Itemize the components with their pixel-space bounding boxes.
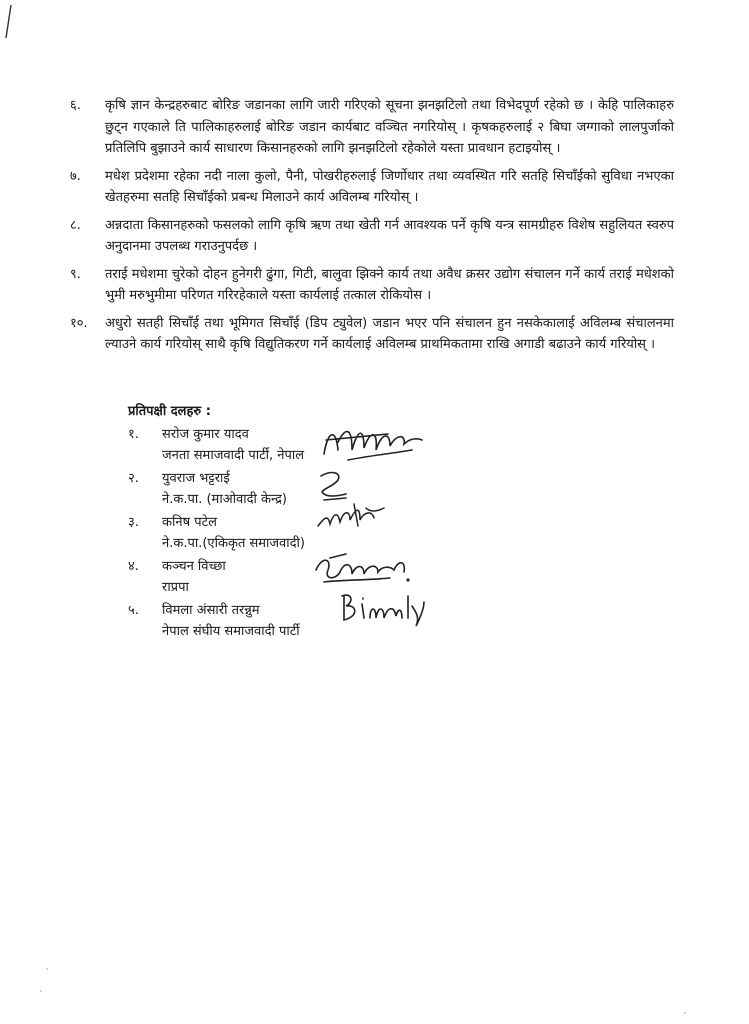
point-text: कृषि ज्ञान केन्द्रहरुबाट बोरिङ जडानका लागि जारी गरिएको सूचना झनझटिलो तथा विभेदपूर्ण रहेको छ । केहि पालिकाहरु छुट्न गएकाले ति पालिकाहरुलाई बोरिङ जडान कार्यबाट वञ्चित नगरियोस् । कृषकहरुलाई २ बिघा जग्गाको लालपुर्जाको प्रतिलिपि बुझाउने कार्य साधारण किसानहरुको लागि झनझटिलो रहेकोले यस्ता प्रावधान हटाइयोस् ।: [105, 98, 674, 156]
member-party: नेपाल संघीय समाजवादी पार्टी: [162, 624, 300, 639]
point-number: ६.: [70, 98, 81, 113]
member-party: ने.क.पा.(एकिकृत समाजवादी): [162, 536, 305, 551]
point-number: १०.: [70, 315, 88, 331]
point-text: अन्नदाता किसानहरुको फसलको लागि कृषि ऋण तथा खेती गर्न आवश्यक पर्ने कृषि यन्त्र सामग्रीहरु विशेष सहुलियत स्वरुप अनुदानमा उपलब्ध गराउनुपर्दछ ।: [105, 217, 674, 254]
member-number: ४.: [128, 559, 139, 574]
signature-2: [316, 468, 352, 504]
point-list: [70, 95, 674, 362]
member-number: २.: [128, 471, 139, 486]
member-party: राप्रपा: [162, 580, 189, 595]
point-number: ७.: [70, 168, 81, 184]
scan-speck: [684, 1012, 686, 1014]
signature-4: [310, 550, 414, 590]
point-item: [70, 95, 674, 160]
member-number: ३.: [128, 515, 139, 530]
signature-3: [314, 500, 390, 534]
member-name: युवराज भट्टराई: [162, 471, 230, 486]
member-name: कञ्चन विच्छा: [162, 559, 226, 574]
point-number: ९.: [70, 266, 81, 282]
point-text: तराई मधेशमा चुरेको दोहन हुनेगरी ढुंगा, गिटी, बालुवा झिक्ने कार्य तथा अवैध क्रसर उद्योग संचालन गर्ने कार्य तराई मधेशको भुमी मरुभुमीमा परिणत गरिरहेकाले यस्ता कार्यलाई तत्काल रोकियोस ।: [105, 266, 674, 303]
member-item: [128, 512, 468, 554]
point-item: [70, 264, 674, 307]
point-item: [70, 166, 674, 209]
signature-1: [318, 420, 428, 468]
point-item: [70, 313, 674, 356]
member-name: विमला अंसारी तरन्नुम: [162, 603, 260, 618]
point-text: अधुरो सतही सिचाँई तथा भूमिगत सिचाँई (डिप ट्युवेल) जडान भएर पनि संचालन हुन नसकेकालाई अविलम्ब संचालनमा ल्याउने कार्य गरियोस् साथै कृषि विद्युतिकरण गर्ने कार्यलाई अविलम्ब प्राथमिकतामा राखि अगाडी बढाउने कार्य गरियोस् ।: [105, 315, 674, 352]
pen-mark: [2, 2, 14, 42]
member-name: सरोज कुमार यादव: [162, 427, 249, 442]
scan-speck: [40, 990, 42, 992]
point-text: मधेश प्रदेशमा रहेका नदी नाला कुलो, पैनी, पोखरीहरुलाई जिर्णोधार तथा व्यवस्थित गरि सतहि सिचाँईको सुविधा नभएका खेतहरुमा सतहि सिचाँईको प्रबन्ध मिलाउने कार्य अविलम्ब गरियोस् ।: [105, 168, 674, 205]
scan-speck: [46, 968, 48, 970]
member-party: ने.क.पा. (माओवादी केन्द्र): [162, 492, 287, 507]
member-item: [128, 468, 468, 510]
member-name: कनिष पटेल: [162, 515, 217, 530]
point-number: ८.: [70, 217, 81, 233]
member-party: जनता समाजवादी पार्टी, नेपाल: [162, 448, 305, 463]
opposition-heading: प्रतिपक्षी दलहरु :: [128, 404, 211, 419]
member-number: १.: [128, 427, 139, 442]
member-number: ५.: [128, 603, 139, 618]
signature-5: [336, 588, 428, 628]
point-item: [70, 215, 674, 258]
